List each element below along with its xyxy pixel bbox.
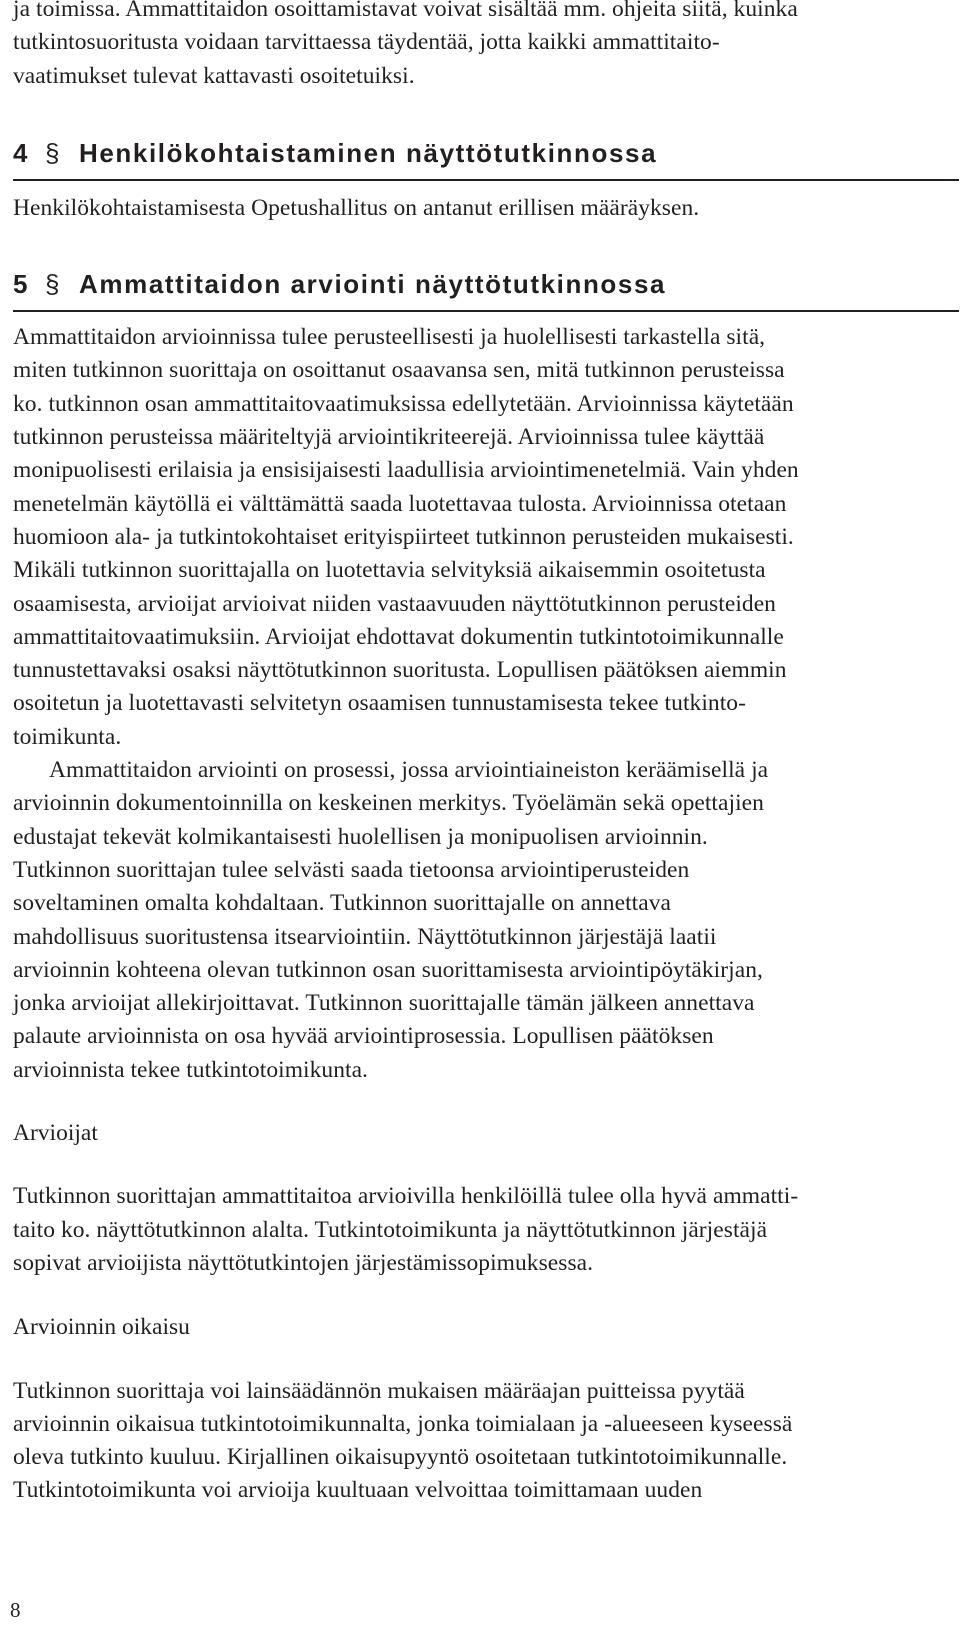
text-line: huomioon ala- ja tutkintokohtaiset erityispiirteet tutkinnon perusteiden mukaisesti. <box>13 523 794 550</box>
document-page <box>13 0 955 1508</box>
text-line: toimikunta. <box>13 723 122 750</box>
section-title: Ammattitaidon arviointi näyttötutkinnossa <box>79 269 667 300</box>
text-line: ko. tutkinnon osan ammattitaitovaatimuksissa edellytetään. Arvioinnissa käytetään <box>13 390 794 417</box>
text-line: ja toimissa. Ammattitaidon osoittamistavat voivat sisältää mm. ohjeita siitä, kuinka <box>13 0 798 22</box>
text-line: palaute arvioinnista on osa hyvää arviointiprosessia. Lopullisen päätöksen <box>13 1023 714 1050</box>
section-5-paragraph-1 <box>13 321 955 754</box>
text-line: Tutkinnon suorittajan tulee selvästi saada tietoonsa arviointiperusteiden <box>13 856 690 883</box>
arvioijat-paragraph <box>13 1180 955 1280</box>
text-line: Ammattitaidon arviointi on prosessi, jossa arviointiaineiston keräämisellä ja <box>49 757 769 784</box>
text-line: tutkintosuoritusta voidaan tarvittaessa täydentää, jotta kaikki ammattitaito- <box>13 29 720 56</box>
text-line: Tutkintotoimikunta voi arvioija kuultuaan velvoittaa toimittamaan uuden <box>13 1477 703 1504</box>
text-line: mahdollisuus suoritustensa itsearviointiin. Näyttötutkinnon järjestäjä laatii <box>13 923 717 950</box>
text-line: tutkinnon perusteissa määriteltyjä arviointikriteerejä. Arvioinnissa tulee käyttää <box>13 424 765 451</box>
section-symbol: § <box>45 269 62 300</box>
text-line: arvioinnin oikaisua tutkintotoimikunnalta, jonka toimialaan ja -alueeseen kyseessä <box>13 1410 793 1437</box>
oikaisu-paragraph <box>13 1375 955 1508</box>
text-line: Ammattitaidon arvioinnissa tulee perusteellisesti ja huolellisesti tarkastella sitä, <box>13 324 766 351</box>
text-line: Mikäli tutkinnon suorittajalla on luotettavia selvityksiä aikaisemmin osoitetusta <box>13 557 766 584</box>
text-line: menetelmän käytöllä ei välttämättä saada luotettavaa tulosta. Arvioinnissa otetaan <box>13 490 787 517</box>
text-line: Henkilökohtaistamisesta Opetushallitus on antanut erillisen määräyksen. <box>13 194 700 221</box>
text-line: oleva tutkinto kuuluu. Kirjallinen oikaisupyyntö osoitetaan tutkintotoimikunnalle. <box>13 1444 788 1471</box>
text-line: arvioinnin dokumentoinnilla on keskeinen merkitys. Työelämän sekä opettajien <box>13 790 764 817</box>
text-line: miten tutkinnon suorittaja on osoittanut osaavansa sen, mitä tutkinnon perusteissa <box>13 357 785 384</box>
text-line: ammattitaitovaatimuksiin. Arvioijat ehdottavat dokumentin tutkintotoimikunnalle <box>13 623 784 650</box>
text-line: vaatimukset tulevat kattavasti osoitetuiksi. <box>13 62 415 89</box>
text-line: arvioinnin kohteena olevan tutkinnon osan suorittamisesta arviointipöytäkirjan, <box>13 956 763 983</box>
text-line: monipuolisesti erilaisia ja ensisijaisesti laadullisia arviointimenetelmiä. Vain yhden <box>13 457 799 484</box>
text-line: Tutkinnon suorittaja voi lainsäädännön mukaisen määräajan puitteissa pyytää <box>13 1377 745 1404</box>
arvioijat-heading: Arvioijat <box>13 1120 98 1147</box>
section-4-heading <box>13 138 959 181</box>
section-number: 4 <box>13 137 30 168</box>
section-5-paragraph-2 <box>13 754 955 1087</box>
text-line: arvioinnista tekee tutkintotoimikunta. <box>13 1056 368 1083</box>
section-symbol: § <box>45 137 62 168</box>
text-line: Tutkinnon suorittajan ammattitaitoa arvioivilla henkilöillä tulee olla hyvä ammatti- <box>13 1183 799 1210</box>
text-line: sopivat arvioijista näyttötutkintojen järjestämissopimuksessa. <box>13 1249 594 1276</box>
text-line: osaamisesta, arvioijat arvioivat niiden vastaavuuden näyttötutkinnon perusteiden <box>13 590 776 617</box>
page-number: 8 <box>10 1598 21 1622</box>
section-number: 5 <box>13 269 30 300</box>
intro-paragraph <box>13 0 955 93</box>
oikaisu-heading: Arvioinnin oikaisu <box>13 1314 190 1341</box>
section-title: Henkilökohtaistaminen näyttötutkinnossa <box>79 137 658 168</box>
text-line: soveltaminen omalta kohdaltaan. Tutkinnon suorittajalle on annettava <box>13 890 672 917</box>
text-line: osoitetun ja luotettavasti selvitetyn osaamisen tunnustamisesta tekee tutkinto- <box>13 690 746 717</box>
text-line: edustajat tekevät kolmikantaisesti huolellisen ja monipuolisen arvioinnin. <box>13 823 708 850</box>
text-line: taito ko. näyttötutkinnon alalta. Tutkintotoimikunta ja näyttötutkinnon järjestäjä <box>13 1216 768 1243</box>
text-line: jonka arvioijat allekirjoittavat. Tutkinnon suorittajalle tämän jälkeen annettava <box>13 990 755 1017</box>
section-4-paragraph <box>13 192 955 225</box>
text-line: tunnustettavaksi osaksi näyttötutkinnon suoritusta. Lopullisen päätöksen aiemmin <box>13 657 787 684</box>
section-5-heading <box>13 269 959 312</box>
